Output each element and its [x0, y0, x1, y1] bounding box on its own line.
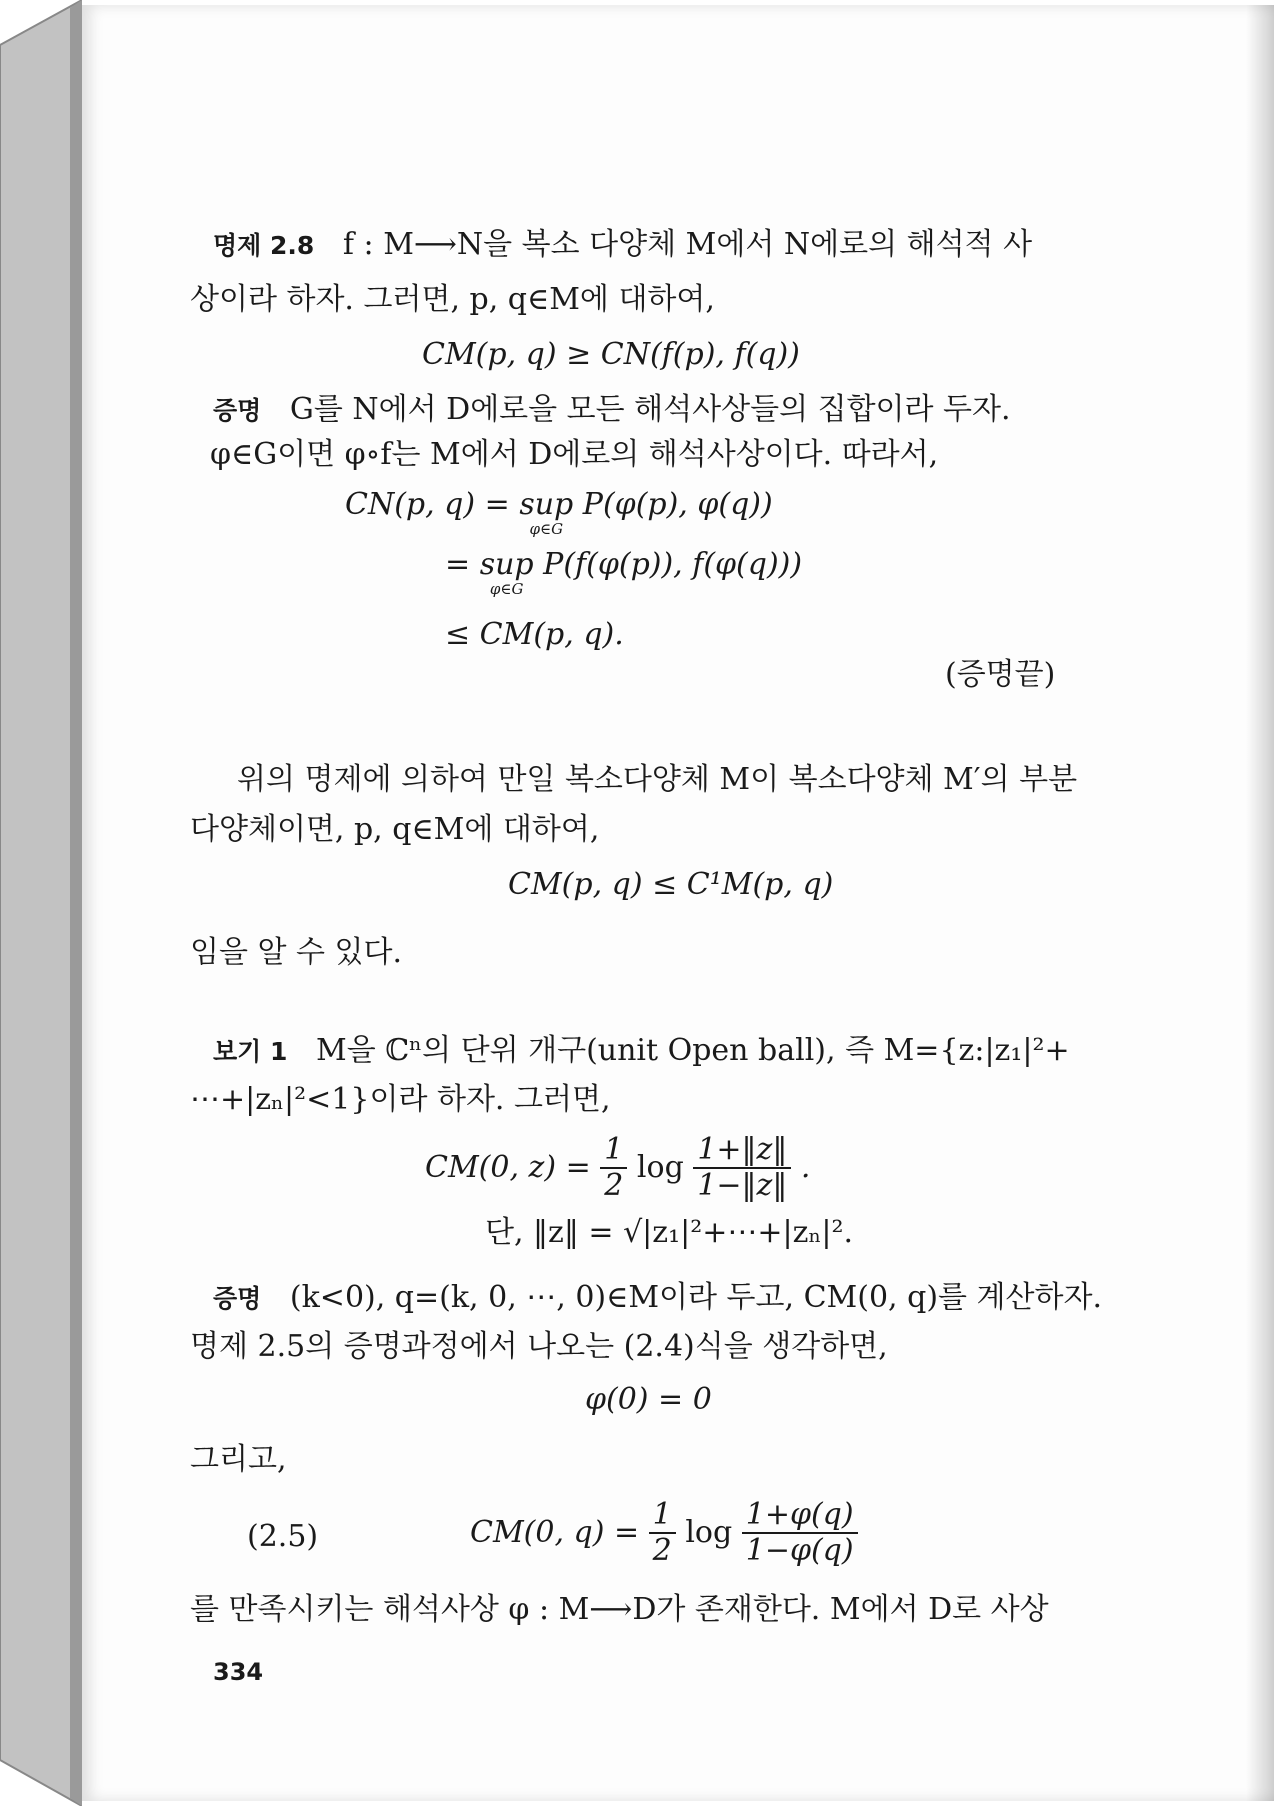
log-text: log	[636, 1150, 684, 1185]
equation-number-2-5: (2.5)	[247, 1519, 319, 1554]
sup-text: sup	[519, 487, 574, 522]
page-right-shadow	[1246, 5, 1274, 1801]
example-label: 보기 1	[213, 1037, 288, 1066]
cn-term: CN(p, q)	[345, 487, 476, 522]
sup-subscript: φ∈G	[489, 580, 524, 598]
sup-argument: P(φ(p), φ(q))	[582, 487, 773, 522]
remark-formula: CM(p, q) ≤ C¹M(p, q)	[508, 867, 834, 902]
proof-end-mark: (증명끝)	[945, 657, 1056, 692]
proof-label: 증명	[213, 1284, 262, 1313]
remark-line3: 임을 알 수 있다.	[190, 935, 403, 970]
book-spine-edge	[0, 0, 82, 1806]
fraction-numerator: 1	[649, 1500, 676, 1534]
proof-1-line2: φ∈G이면 φ∘f는 M에서 D에로의 해석사상이다. 따라서,	[210, 437, 939, 472]
page-number: 334	[213, 1658, 264, 1686]
proof-2-line2: 명제 2.5의 증명과정에서 나오는 (2.4)식을 생각하면,	[190, 1329, 888, 1364]
example-1-line2: ⋯+|zₙ|²<1}이라 하자. 그러면,	[190, 1082, 611, 1117]
log-text: log	[685, 1515, 733, 1550]
fraction-denominator: 2	[604, 1168, 624, 1203]
proof-2-line4: 를 만족시키는 해석사상 φ : M⟶D가 존재한다. M에서 D로 사상	[190, 1592, 1049, 1627]
phi-fraction	[742, 1497, 858, 1568]
fraction-numerator: 1	[600, 1135, 627, 1169]
example-1-line1	[213, 1033, 1070, 1068]
sup-argument: P(f(φ(p)), f(φ(q)))	[543, 547, 803, 582]
fraction-numerator: 1+‖z‖	[693, 1135, 791, 1169]
cm-term: CM(0, z) =	[425, 1150, 591, 1185]
remark-line2: 다양체이면, p, q∈M에 대하여,	[190, 812, 600, 847]
proposition-text-line1: f : M⟶N을 복소 다양체 M에서 N에로의 해석적 사	[342, 227, 1033, 262]
cm-term: CM(0, q) =	[470, 1515, 640, 1550]
fraction-numerator: 1+φ(q)	[742, 1500, 858, 1534]
sup-operator	[519, 487, 574, 538]
sup-equation-line3: ≤ CM(p, q).	[445, 617, 624, 652]
fraction-denominator: 1−φ(q)	[745, 1533, 854, 1568]
proof-label: 증명	[213, 396, 262, 425]
sup-text: sup	[479, 547, 534, 582]
norm-definition: 단, ‖z‖ = √|z₁|²+⋯+|zₙ|².	[485, 1215, 854, 1250]
sup-operator	[479, 547, 534, 598]
proposition-2-8	[213, 227, 1033, 262]
proof-2-text: (k<0), q=(k, 0, ⋯, 0)∈M이라 두고, CM(0, q)를 계산하자.	[289, 1280, 1102, 1315]
sup-equation-line1: CN(p, q) = sup φ∈G P(φ(p), φ(q))	[345, 487, 773, 538]
proposition-text-line2: 상이라 하자. 그러면, p, q∈M에 대하여,	[190, 282, 715, 317]
proposition-formula: CM(p, q) ≥ CN(f(p), f(q))	[422, 337, 800, 372]
proof-1-text: G를 N에서 D에로을 모든 해석사상들의 집합이라 두자.	[289, 392, 1011, 427]
norm-fraction	[693, 1132, 791, 1203]
example-formula	[425, 1132, 811, 1203]
proof-2-line1	[213, 1280, 1102, 1315]
half-fraction	[600, 1132, 627, 1203]
formula-period: .	[800, 1150, 811, 1185]
proof-1-line1	[213, 392, 1011, 427]
proposition-label: 명제 2.8	[213, 231, 315, 260]
example-1-text: M을 ℂⁿ의 단위 개구(unit Open ball), 즉 M={z:|z₁|²+	[316, 1033, 1070, 1068]
fraction-denominator: 1−‖z‖	[697, 1168, 788, 1203]
half-fraction	[649, 1497, 676, 1568]
fraction-denominator: 2	[652, 1533, 672, 1568]
sup-subscript: φ∈G	[529, 520, 564, 538]
proof-2-line3: 그리고,	[190, 1442, 287, 1477]
equation-2-5	[470, 1497, 858, 1568]
sup-equation-line2: = sup φ∈G P(f(φ(p)), f(φ(q)))	[445, 547, 803, 598]
remark-line1: 위의 명제에 의하여 만일 복소다양체 M이 복소다양체 M′의 부분	[237, 762, 1078, 797]
phi-zero-formula: φ(0) = 0	[585, 1382, 712, 1417]
